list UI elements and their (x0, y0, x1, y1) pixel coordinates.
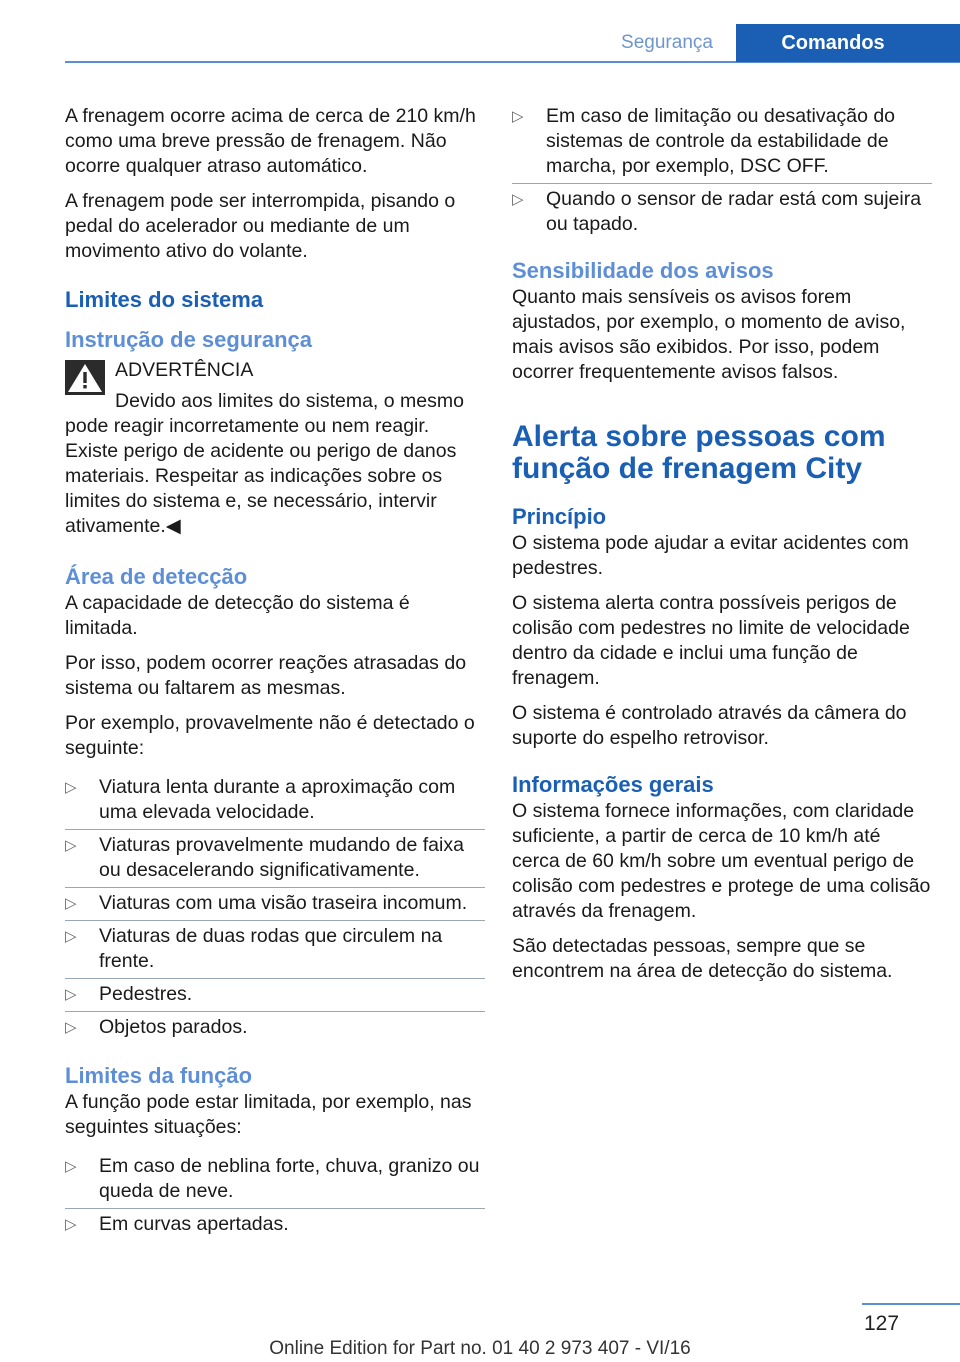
triangle-right-icon: ▷ (65, 779, 77, 796)
list-item: ▷ Viaturas com uma visão traseira incomum. (65, 891, 485, 916)
warning-text: Devido aos limites do sistema, o mesmo pode reagir incorretamente ou nem reagir. Existe perigo de acidente ou perigo de danos materiais. Respeitar as indicações sobre os limites do sistema e, se necessário, intervir ativamente.◀ (65, 390, 464, 537)
footer-rule (862, 1303, 960, 1305)
paragraph: A frenagem pode ser interrompida, pisando o pedal do acelerador ou mediante de um movimento ativo do volante. (65, 190, 456, 262)
divider (65, 887, 485, 888)
warning-box (65, 358, 485, 539)
triangle-right-icon: ▷ (512, 108, 524, 125)
paragraph: O sistema é controlado através da câmera do suporte do espelho retrovisor. (512, 702, 907, 749)
subsection-heading: Limites da função (65, 1063, 253, 1088)
triangle-right-icon: ▷ (65, 986, 77, 1003)
left-column (65, 104, 485, 1247)
list-item: ▷ Viatura lenta durante a aproximação com uma elevada velocidade. (65, 775, 485, 825)
list-item: ▷ Objetos parados. (65, 1016, 248, 1038)
subsection-heading: Instrução de segurança (65, 327, 312, 352)
triangle-right-icon: ▷ (65, 1158, 77, 1175)
triangle-right-icon: ▷ (65, 928, 77, 945)
tab-seguranca[interactable]: Segurança (621, 32, 713, 53)
page-number: 127 (864, 1312, 900, 1335)
warning-title: ADVERTÊNCIA (115, 359, 254, 381)
paragraph: São detectadas pessoas, sempre que se encontrem na área de detecção do sistema. (512, 935, 893, 982)
footer-edition: Online Edition for Part no. 01 40 2 973 407 - VI/16 (269, 1338, 691, 1359)
list-item: ▷ Quando o sensor de radar está com sujeira ou tapado. (512, 188, 922, 235)
divider (65, 1208, 485, 1209)
list-item: ▷ Em caso de limitação ou desativação do sistemas de controle da estabilidade de marcha, por exemplo, DSC OFF. (512, 104, 932, 179)
divider (65, 829, 485, 830)
warning-triangle-icon (65, 360, 105, 395)
paragraph: O sistema alerta contra possíveis perigos de colisão com pedestres no limite de velocidade dentro da cidade e inclui uma função de frenagem. (512, 592, 910, 689)
list-item: ▷ Viaturas de duas rodas que circulem na frente. (65, 924, 485, 974)
right-column (512, 104, 932, 994)
bullet-list (512, 104, 932, 237)
bullet-list (65, 775, 485, 1040)
triangle-right-icon: ▷ (65, 1216, 77, 1233)
bullet-list (65, 1154, 485, 1237)
divider (65, 978, 485, 979)
list-item: ▷ Viaturas provavelmente mudando de faixa ou desacelerando significativamente. (65, 833, 485, 883)
paragraph: Quanto mais sensíveis os avisos forem ajustados, por exemplo, o momento de aviso, mais avisos são exibidos. Por isso, podem ocorrer frequentemente avisos falsos. (512, 286, 906, 383)
paragraph: A capacidade de detecção do sistema é limitada. (65, 592, 410, 639)
paragraph: O sistema pode ajudar a evitar acidentes com pedestres. (512, 532, 909, 579)
chapter-heading: Alerta sobre pessoas com função de frenagem City (512, 420, 886, 485)
section-heading: Informações gerais (512, 772, 714, 797)
section-heading: Limites do sistema (65, 287, 264, 312)
triangle-right-icon: ▷ (65, 837, 77, 854)
paragraph: Por exemplo, provavelmente não é detectado o seguinte: (65, 712, 475, 759)
divider (65, 920, 485, 921)
divider (512, 183, 932, 184)
triangle-right-icon: ▷ (512, 191, 524, 208)
list-item: ▷ Em curvas apertadas. (65, 1213, 289, 1235)
paragraph: O sistema fornece informações, com claridade suficiente, a partir de cerca de 10 km/h até cerca de 60 km/h sobre um eventual perigo de colisão com pedestres e protege de uma colisão através da frenagem. (512, 800, 931, 922)
subsection-heading: Sensibilidade dos avisos (512, 258, 774, 283)
paragraph: Por isso, podem ocorrer reações atrasadas do sistema ou faltarem as mesmas. (65, 652, 467, 699)
triangle-right-icon: ▷ (65, 895, 77, 912)
list-item: ▷ Em caso de neblina forte, chuva, granizo ou queda de neve. (65, 1154, 485, 1204)
paragraph: A função pode estar limitada, por exemplo, nas seguintes situações: (65, 1091, 472, 1138)
list-item: ▷ Pedestres. (65, 982, 485, 1007)
divider (65, 1011, 485, 1012)
triangle-right-icon: ▷ (65, 1019, 77, 1036)
paragraph: A frenagem ocorre acima de cerca de 210 km/h como uma breve pressão de frenagem. Não ocorre qualquer atraso automático. (65, 105, 476, 177)
tab-comandos[interactable]: Comandos (736, 24, 960, 62)
section-heading: Princípio (512, 504, 607, 529)
subsection-heading: Área de detecção (65, 564, 248, 589)
